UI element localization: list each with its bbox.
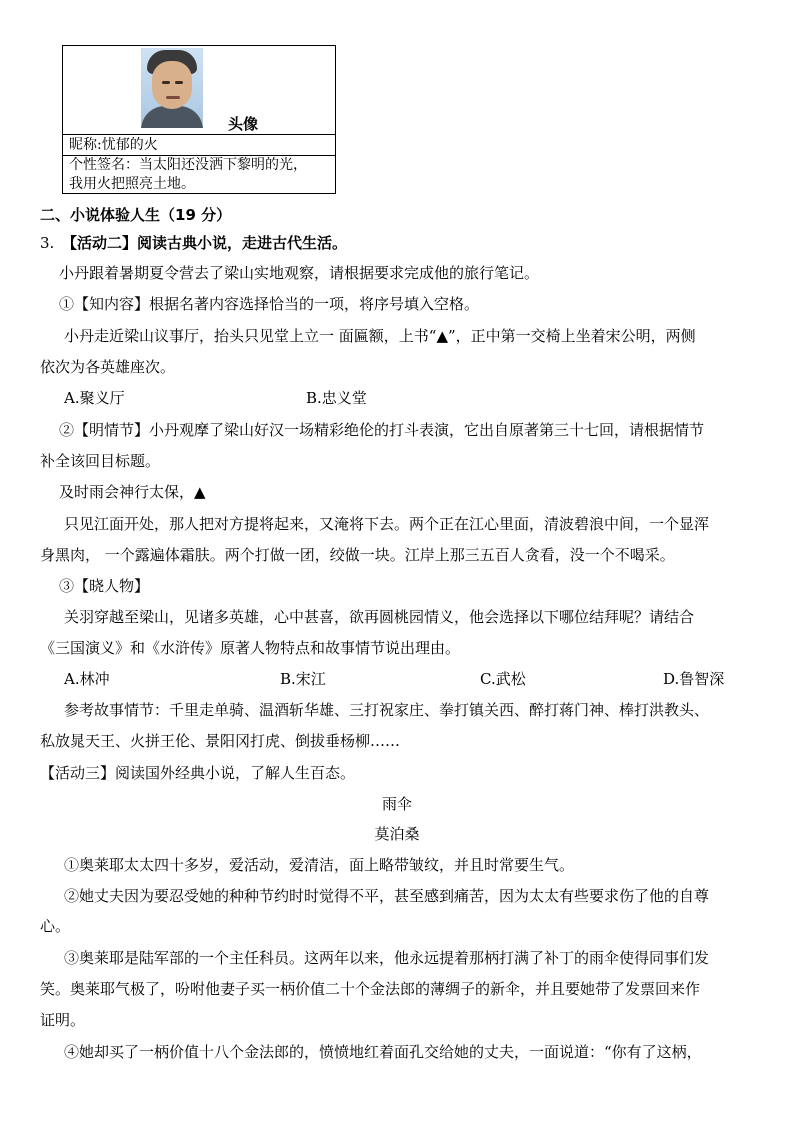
- profile-header: [63, 46, 335, 134]
- chapter-title: 及时雨会神行太保，▲: [59, 483, 206, 501]
- paragraph-2-line-2: 心。: [40, 917, 71, 935]
- part-3-prompt: ③【晓人物】: [59, 577, 150, 595]
- part-2-prompt-line-2: 补全该回目标题。: [40, 452, 161, 470]
- avatar: [141, 48, 203, 128]
- activity-2-title: 【活动二】阅读古典小说，走进古代生活。: [62, 234, 348, 252]
- part-2-prompt-line-1: ②【明情节】小丹观摩了梁山好汉一场精彩绝伦的打斗表演，它出自原著第三十七回，请根据情节: [59, 421, 705, 439]
- choice-a: A.林冲: [64, 670, 110, 688]
- activity-3-title: 【活动三】阅读国外经典小说，了解人生百态。: [40, 764, 356, 782]
- story-title: 雨伞: [381, 795, 412, 813]
- nickname: 昵称:忧郁的火: [63, 134, 335, 155]
- paragraph-1: ①奥莱耶太太四十多岁，爱活动，爱清洁，面上略带皱纹，并且时常要生气。: [64, 856, 575, 874]
- passage-line-1: 只见江面开处，那人把对方提将起来，又淹将下去。两个正在江心里面，清波碧浪中间，一个显浑: [64, 515, 710, 533]
- paragraph-3-line-1: ③奥莱耶是陆军部的一个主任科员。这两年以来，他永远提着那柄打满了补丁的雨伞使得同事们发: [64, 949, 710, 967]
- part-1-text-line-1: 小丹走近梁山议事厅，抬头只见堂上立一 面匾额，上书“▲”，正中第一交椅上坐着宋公明，两侧: [64, 327, 696, 345]
- signature-line-1: 个性签名：当太阳还没洒下黎明的光，: [69, 157, 307, 173]
- paragraph-2-line-1: ②她丈夫因为要忍受她的种种节约时时觉得不平，甚至感到痛苦，因为太太有些要求伤了他的自尊: [64, 887, 710, 905]
- question-number: 3.: [40, 234, 55, 252]
- profile-card: [62, 45, 336, 194]
- reference-line-1: 参考故事情节：千里走单骑、温酒斩华雄、三打祝家庄、拳打镇关西、醉打蒋门神、棒打洪教头、: [64, 701, 710, 719]
- story-author: 莫泊桑: [374, 825, 420, 843]
- choice-c: C.武松: [480, 670, 526, 688]
- paragraph-4-line-1: ④她却买了一柄价值十八个金法郎的，愤愤地红着面孔交给她的丈夫，一面说道：“你有了这柄，: [64, 1043, 702, 1061]
- section-heading: 二、小说体验人生（19 分）: [40, 206, 232, 224]
- option-b: B.忠义堂: [306, 389, 367, 407]
- part-3-text-line-1: 关羽穿越至梁山，见诸多英雄，心中甚喜，欲再圆桃园情义，他会选择以下哪位结拜呢？请结合: [64, 608, 695, 626]
- signature: [63, 155, 335, 193]
- part-1-text-line-2: 依次为各英雄座次。: [40, 358, 176, 376]
- paragraph-3-line-3: 证明。: [40, 1011, 86, 1029]
- option-a: A.聚义厅: [64, 389, 125, 407]
- part-3-text-line-2: 《三国演义》和《水浒传》原著人物特点和故事情节说出理由。: [40, 639, 461, 657]
- signature-line-2: 我用火把照亮土地。: [69, 176, 195, 192]
- choice-d: D.鲁智深: [663, 670, 725, 688]
- avatar-label: 头像: [228, 115, 259, 133]
- part-1-prompt: ①【知内容】根据名著内容选择恰当的一项，将序号填入空格。: [59, 295, 480, 313]
- paragraph-3-line-2: 笑。奥莱耶气极了，吩咐他妻子买一柄价值二十个金法郎的薄绸子的新伞，并且要她带了发票回来作: [40, 980, 701, 998]
- reference-line-2: 私放晁天王、火拼王伦、景阳冈打虎、倒拔垂杨柳……: [40, 732, 401, 750]
- choice-b: B.宋江: [280, 670, 326, 688]
- intro-text: 小丹跟着暑期夏令营去了梁山实地观察，请根据要求完成他的旅行笔记。: [59, 264, 540, 282]
- passage-line-2: 身黑肉， 一个露遍体霜肤。两个打做一团，绞做一块。江岸上那三五百人贪看，没一个不喝采。: [40, 546, 675, 564]
